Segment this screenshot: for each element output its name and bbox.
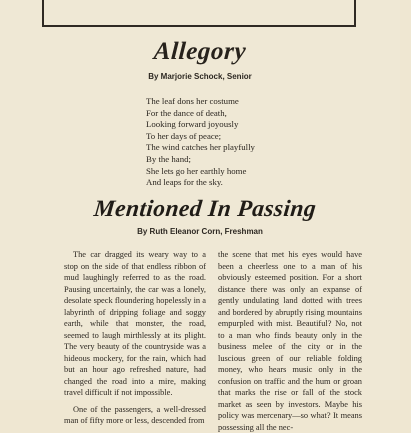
poem-line: The wind catches her playfully [146, 142, 255, 153]
poem-line: And leaps for the sky. [146, 177, 223, 188]
poem-line: Looking forward joyously [146, 119, 239, 130]
poem-line: To her days of peace; [146, 130, 222, 141]
article-title: Mentioned In Passing [92, 196, 318, 222]
article-byline: By Ruth Eleanor Corn, Freshman [137, 227, 263, 236]
top-decorative-frame [42, 0, 356, 27]
poem-byline: By Marjorie Schock, Senior [148, 72, 252, 81]
poem-line: By the hand; [146, 153, 191, 164]
article-column-left [64, 249, 206, 425]
poem-line: She lets go her earthly home [146, 165, 247, 176]
article-paragraph: the scene that met his eyes would have been a cheerless one to a man of his obviously esteemed position. For a short distance there was only an expanse of gently undulating land dotted with trees and bordered by abruptly rising mountains empurpled with mist. Beautiful? No, not to a man who finds beauty only in the business melee of the city or in the luscious green of our reliable folding money, who hears music only in the confusion on traffic and the hum or groan that marks the rise or fall of the stock market as seen by investors. Maybe his policy was mercenary—so what? It means possessing all the nec- [218, 250, 362, 432]
article-paragraph: One of the passengers, a well-dressed man of fifty more or less, descended from [64, 404, 206, 425]
article-paragraph: The car dragged its weary way to a stop on the side of that endless ribbon of mud laughingly referred to as the road. Pausing uncertainly, the car was a lonely, desolate speck floundering hopelessly in a labyrinth of dripping foliage and soggy earth, while that monster, the road, seemed to laugh mirthlessly at its plight. The very beauty of the countryside was a hideous mockery, for the rain, which had but an hour ago refreshed nature, had changed the road into a mire, making travel difficult if not impossible. [64, 250, 206, 397]
poem-line: For the dance of death, [146, 107, 227, 118]
poem-title: Allegory [152, 38, 248, 65]
poem-body [146, 96, 366, 189]
poem-line: The leaf dons her costume [146, 96, 239, 106]
article-column-right [218, 249, 362, 432]
